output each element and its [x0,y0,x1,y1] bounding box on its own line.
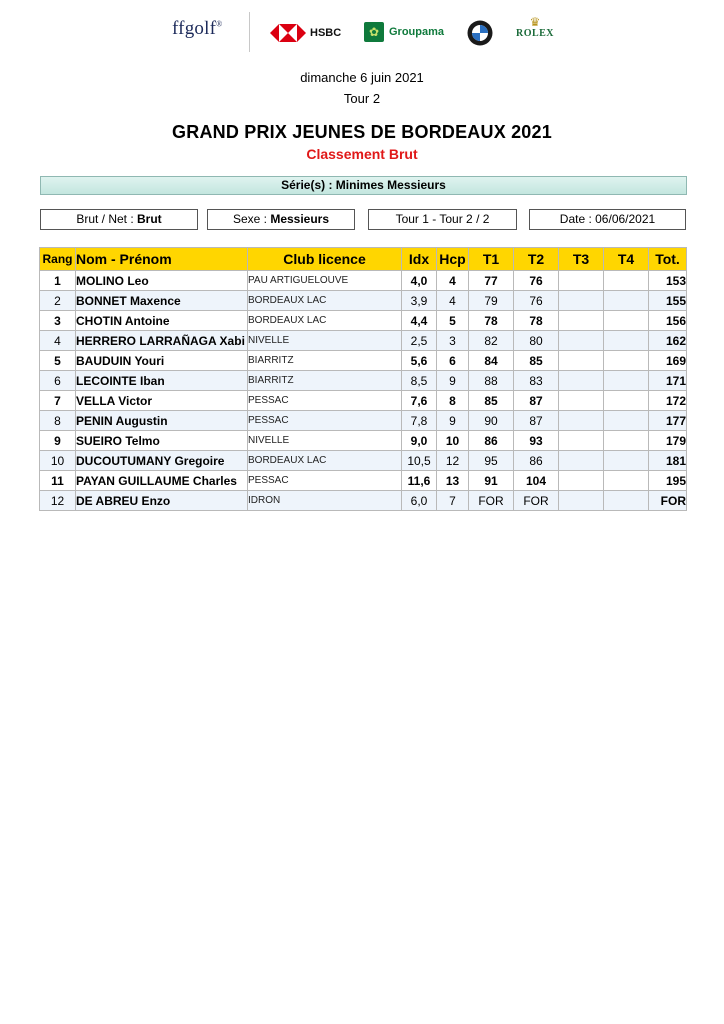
total-score-cell: 155 [649,291,687,311]
column-header-hcp: Hcp [437,248,469,271]
index-cell: 11,6 [402,471,437,491]
rank-cell: 10 [40,451,76,471]
tour-label: Tour 2 [343,91,381,106]
tour1-score-cell: 85 [469,391,514,411]
tour2-score-cell: 93 [514,431,559,451]
column-header-t3: T3 [559,248,604,271]
club-cell: BIARRITZ [248,371,402,391]
table-row [40,311,687,331]
club-cell: NIVELLE [248,331,402,351]
handicap-cell: 8 [437,391,469,411]
total-score-cell: 169 [649,351,687,371]
tour1-score-cell: 84 [469,351,514,371]
rank-cell: 8 [40,411,76,431]
serie-banner: Série(s) : Minimes Messieurs [40,176,687,195]
table-row [40,471,687,491]
tour3-score-cell [559,371,604,391]
sexe-value: Messieurs [270,212,330,226]
player-name-cell: DE ABREU Enzo [76,491,248,511]
rank-cell: 6 [40,371,76,391]
tour3-score-cell [559,331,604,351]
player-name-cell: PENIN Augustin [76,411,248,431]
player-name-cell: HERRERO LARRAÑAGA Xabi [76,331,248,351]
handicap-cell: 4 [437,271,469,291]
results-table [39,247,687,511]
tour2-score-cell: 87 [514,391,559,411]
table-row [40,491,687,511]
tour2-score-cell: 85 [514,351,559,371]
rank-cell: 2 [40,291,76,311]
tour4-score-cell [604,491,649,511]
hsbc-hexagon-icon [270,24,306,42]
player-name-cell: CHOTIN Antoine [76,311,248,331]
player-name-cell: PAYAN GUILLAUME Charles [76,471,248,491]
column-header-club: Club licence [248,248,402,271]
tour4-score-cell [604,391,649,411]
tour4-score-cell [604,271,649,291]
total-score-cell: 153 [649,271,687,291]
sexe-box [207,209,355,230]
groupama-logo [364,22,444,42]
club-cell: IDRON [248,491,402,511]
ffgolf-logo [172,18,222,40]
rank-cell: 1 [40,271,76,291]
rolex-logo [510,16,560,39]
bmw-logo [467,20,493,51]
column-header-tot: Tot. [649,248,687,271]
brut-net-value: Brut [137,212,162,226]
brut-net-label: Brut / Net : [76,212,134,226]
tour3-score-cell [559,451,604,471]
tour1-score-cell: 86 [469,431,514,451]
rank-cell: 4 [40,331,76,351]
index-cell: 4,4 [402,311,437,331]
tour1-score-cell: 90 [469,411,514,431]
brut-net-box [40,209,198,230]
tour2-score-cell: 104 [514,471,559,491]
club-cell: PESSAC [248,391,402,411]
handicap-cell: 6 [437,351,469,371]
table-header-row [40,248,687,271]
handicap-cell: 9 [437,371,469,391]
table-row [40,331,687,351]
ffgolf-logo-text: ffgolf [172,18,217,39]
tour1-score-cell: 88 [469,371,514,391]
club-cell: BORDEAUX LAC [248,311,402,331]
page-title: GRAND PRIX JEUNES DE BORDEAUX 2021 [172,122,552,142]
column-header-rang: Rang [40,248,76,271]
index-cell: 9,0 [402,431,437,451]
index-cell: 7,8 [402,411,437,431]
rolex-logo-text: ROLEX [515,28,555,39]
tour4-score-cell [604,351,649,371]
tour1-score-cell: 95 [469,451,514,471]
handicap-cell: 3 [437,331,469,351]
tour3-score-cell [559,431,604,451]
tour3-score-cell [559,351,604,371]
total-score-cell: FOR [649,491,687,511]
handicap-cell: 9 [437,411,469,431]
club-cell: BORDEAUX LAC [248,291,402,311]
bmw-roundel-icon [467,20,493,46]
tour3-score-cell [559,491,604,511]
tour1-score-cell: 91 [469,471,514,491]
tour4-score-cell [604,471,649,491]
tour4-score-cell [604,431,649,451]
club-cell: PESSAC [248,471,402,491]
tour4-score-cell [604,331,649,351]
rank-cell: 5 [40,351,76,371]
groupama-logo-text: Groupama [389,26,445,38]
rank-cell: 12 [40,491,76,511]
sponsor-logo-strip [154,6,578,58]
index-cell: 6,0 [402,491,437,511]
hsbc-logo-text: HSBC [310,27,342,39]
handicap-cell: 4 [437,291,469,311]
total-score-cell: 181 [649,451,687,471]
handicap-cell: 10 [437,431,469,451]
total-score-cell: 162 [649,331,687,351]
column-header-t2: T2 [514,248,559,271]
rolex-crown-icon: ♛ [529,15,541,29]
total-score-cell: 172 [649,391,687,411]
club-cell: BORDEAUX LAC [248,451,402,471]
rank-cell: 7 [40,391,76,411]
club-cell: BIARRITZ [248,351,402,371]
total-score-cell: 177 [649,411,687,431]
table-row [40,271,687,291]
date-box: Date : 06/06/2021 [529,209,686,230]
index-cell: 3,9 [402,291,437,311]
player-name-cell: DUCOUTUMANY Gregoire [76,451,248,471]
logo-divider [249,12,250,52]
player-name-cell: SUEIRO Telmo [76,431,248,451]
tour2-score-cell: 76 [514,271,559,291]
tour1-score-cell: 77 [469,271,514,291]
index-cell: 4,0 [402,271,437,291]
player-name-cell: BONNET Maxence [76,291,248,311]
player-name-cell: BAUDUIN Youri [76,351,248,371]
rank-cell: 3 [40,311,76,331]
tour1-score-cell: FOR [469,491,514,511]
table-row [40,391,687,411]
column-header-t1: T1 [469,248,514,271]
tours-box: Tour 1 - Tour 2 / 2 [368,209,517,230]
tour4-score-cell [604,451,649,471]
tour2-score-cell: 83 [514,371,559,391]
player-name-cell: VELLA Victor [76,391,248,411]
index-cell: 10,5 [402,451,437,471]
handicap-cell: 7 [437,491,469,511]
tour2-score-cell: 76 [514,291,559,311]
tour1-score-cell: 82 [469,331,514,351]
tour2-score-cell: 87 [514,411,559,431]
tour3-score-cell [559,411,604,431]
tour3-score-cell [559,391,604,411]
total-score-cell: 171 [649,371,687,391]
table-row [40,351,687,371]
groupama-leaf-icon: ✿ [364,22,384,42]
rank-cell: 9 [40,431,76,451]
tour4-score-cell [604,291,649,311]
total-score-cell: 195 [649,471,687,491]
ffgolf-registered-mark: ® [216,19,223,29]
tour3-score-cell [559,471,604,491]
tour1-score-cell: 78 [469,311,514,331]
column-header-t4: T4 [604,248,649,271]
tour2-score-cell: 78 [514,311,559,331]
table-row [40,411,687,431]
club-cell: PESSAC [248,411,402,431]
handicap-cell: 13 [437,471,469,491]
sexe-label: Sexe : [232,212,267,226]
handicap-cell: 5 [437,311,469,331]
index-cell: 2,5 [402,331,437,351]
index-cell: 7,6 [402,391,437,411]
tour1-score-cell: 79 [469,291,514,311]
player-name-cell: MOLINO Leo [76,271,248,291]
column-header-nom: Nom - Prénom [76,248,248,271]
table-row [40,431,687,451]
tour3-score-cell [559,311,604,331]
table-row [40,451,687,471]
tour2-score-cell: 86 [514,451,559,471]
club-cell: PAU ARTIGUELOUVE [248,271,402,291]
total-score-cell: 179 [649,431,687,451]
tour2-score-cell: 80 [514,331,559,351]
tour4-score-cell [604,371,649,391]
hsbc-logo [270,23,341,43]
page-subtitle: Classement Brut [306,146,418,162]
player-name-cell: LECOINTE Iban [76,371,248,391]
index-cell: 5,6 [402,351,437,371]
rank-cell: 11 [40,471,76,491]
tour3-score-cell [559,271,604,291]
total-score-cell: 156 [649,311,687,331]
tour2-score-cell: FOR [514,491,559,511]
event-date: dimanche 6 juin 2021 [300,70,424,85]
index-cell: 8,5 [402,371,437,391]
tour4-score-cell [604,311,649,331]
table-row [40,291,687,311]
club-cell: NIVELLE [248,431,402,451]
handicap-cell: 12 [437,451,469,471]
table-row [40,371,687,391]
column-header-idx: Idx [402,248,437,271]
tour4-score-cell [604,411,649,431]
tour3-score-cell [559,291,604,311]
